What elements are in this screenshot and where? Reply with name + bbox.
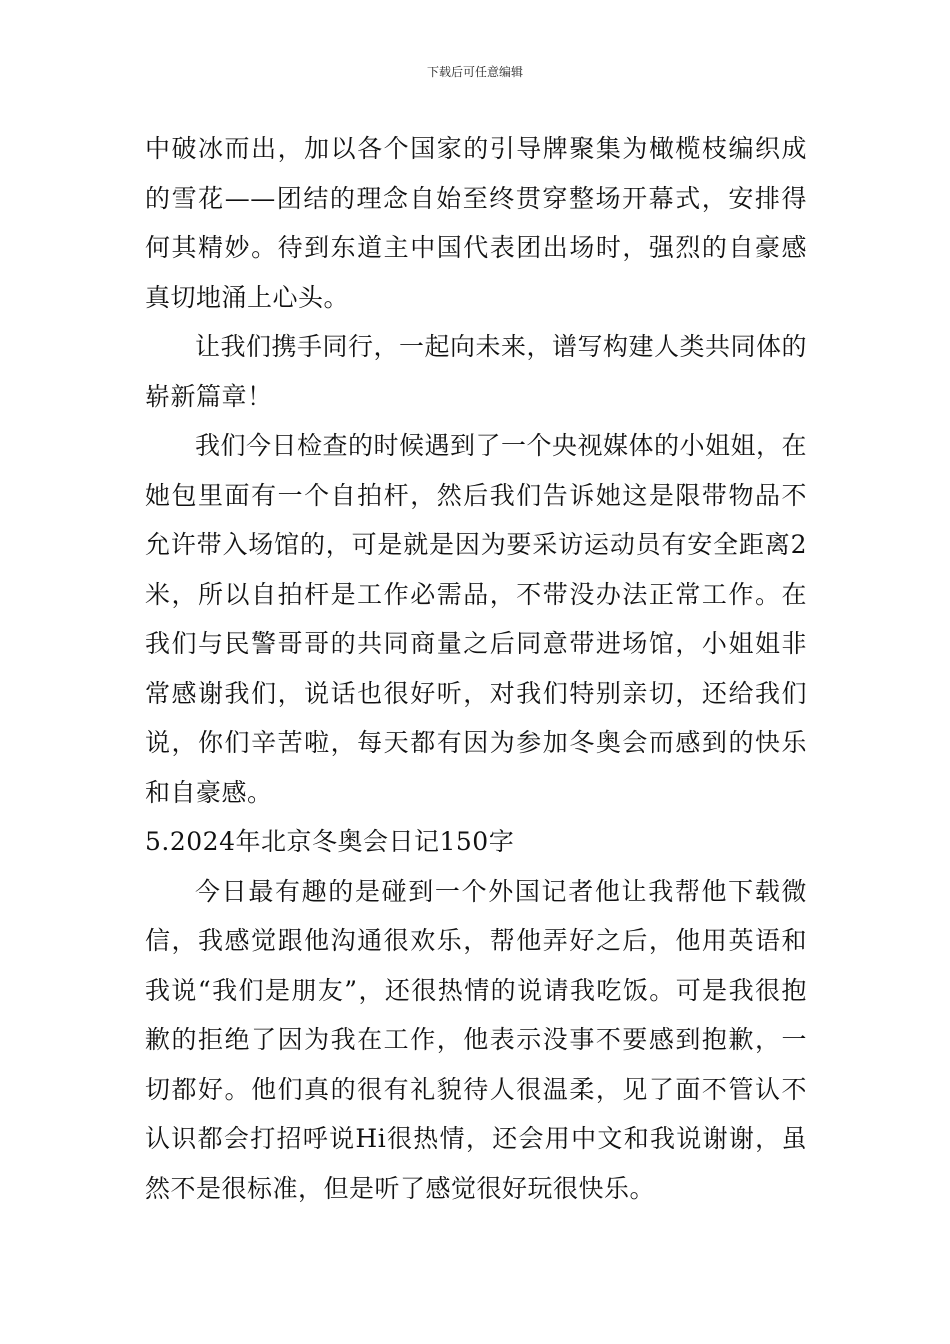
paragraph: 今日最有趣的是碰到一个外国记者他让我帮他下载微信，我感觉跟他沟通很欢乐，帮他弄好之后，他用英语和我说“我们是朋友”，还很热情的说请我吃饭。可是我很抱歉的拒绝了因为我在工作，他表示没事不要感到抱歉，一切都好。他们真的很有礼貌待人很温柔，见了面不管认不认识都会打招呼说Hi很热情，还会用中文和我说谢谢，虽然不是很标准，但是听了感觉很好玩很快乐。 [145,876,807,1203]
paragraph: 让我们携手同行，一起向未来，谱写构建人类共同体的崭新篇章！ [145,332,808,411]
page-header: 下载后可任意编辑 [426,65,523,79]
paragraph: 我们今日检查的时候遇到了一个央视媒体的小姐姐，在她包里面有一个自拍杆，然后我们告诉她这是限带物品不允许带入场馆的，可是就是因为要采访运动员有安全距离2米，所以自拍杆是工作必需品，不带没办法正常工作。在我们与民警哥哥的共同商量之后同意带进场馆，小姐姐非常感谢我们，说话也很好听，对我们特别亲切，还给我们说，你们辛苦啦，每天都有因为参加冬奥会而感到的快乐和自豪感。 [145,431,808,807]
paragraph-continuation: 中破冰而出，加以各个国家的引导牌聚集为橄榄枝编织成的雪花——团结的理念自始至终贯穿整场开幕式，安排得何其精妙。待到东道主中国代表团出场时，强烈的自豪感真切地涌上心头。 [145,134,807,312]
document-body [145,124,807,1213]
section-heading: 5.2024年北京冬奥会日记150字 [145,827,515,856]
